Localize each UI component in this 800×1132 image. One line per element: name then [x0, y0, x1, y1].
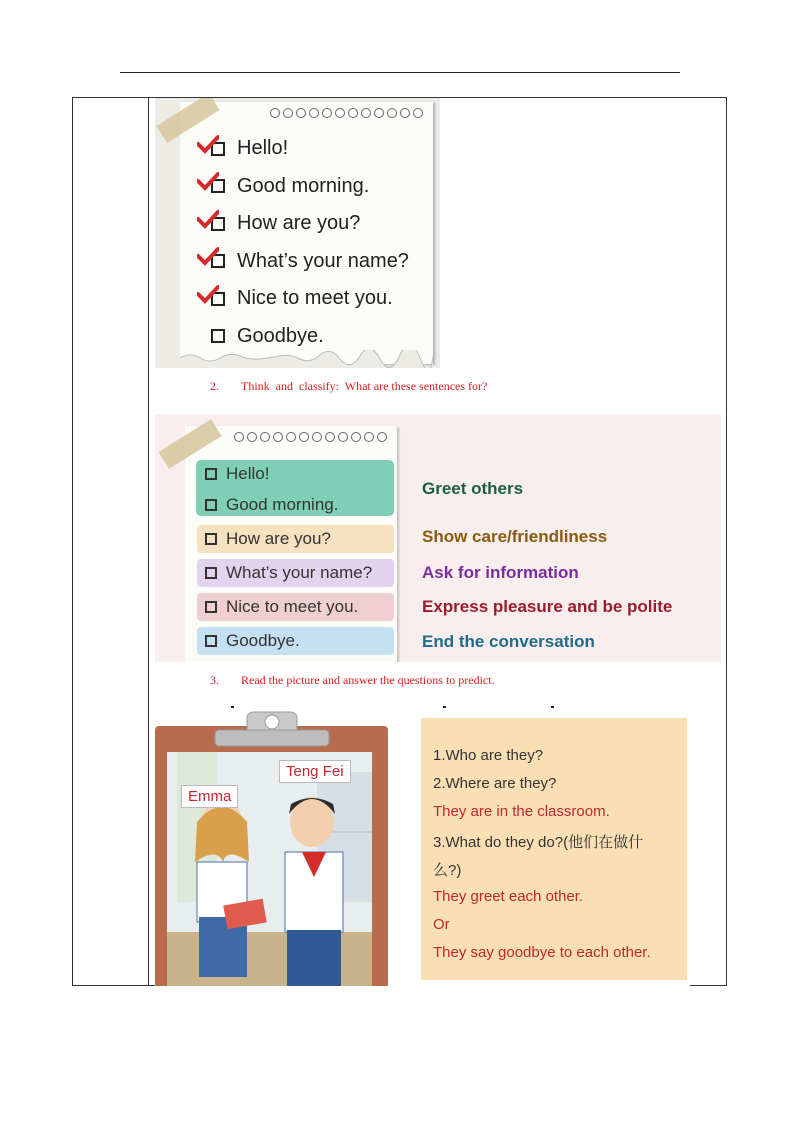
- answer-line: They greet each other.: [433, 888, 584, 905]
- classify-item-label: Good morning.: [226, 495, 339, 514]
- classify-item-label: How are you?: [226, 529, 331, 548]
- category-care: Show care/friendliness: [422, 527, 608, 546]
- classify-item: [197, 627, 394, 655]
- check-item-label: Goodbye.: [237, 324, 324, 347]
- checkbox-icon: [211, 142, 225, 156]
- header-rule: [120, 72, 680, 73]
- classify-item-label: Goodbye.: [226, 631, 300, 650]
- checkbox-icon: [205, 601, 217, 613]
- answer-line: They say goodbye to each other.: [433, 944, 651, 961]
- classify-item: [197, 525, 394, 553]
- checkbox-icon: [211, 329, 225, 343]
- classify-image: [155, 414, 721, 662]
- step-3-number: 3.: [210, 673, 219, 687]
- question-line: 2.Where are they?: [433, 775, 557, 792]
- checkbox-icon: [205, 635, 217, 647]
- checkbox-icon: [205, 468, 217, 480]
- check-item: [195, 130, 409, 168]
- check-item-label: What’s your name?: [237, 249, 409, 272]
- classify-item: [197, 559, 394, 587]
- checkbox-icon: [211, 179, 225, 193]
- check-item-label: Good morning.: [237, 174, 370, 197]
- category-greet: Greet others: [422, 479, 524, 498]
- picture-panel: [155, 708, 690, 986]
- step-2-text: Think and classify: What are these sentences for?: [241, 379, 488, 393]
- classify-item: [197, 460, 394, 488]
- checkbox-icon: [211, 292, 225, 306]
- checkbox-icon: [211, 254, 225, 268]
- name-tag-emma: Emma: [181, 785, 238, 808]
- category-end: End the conversation: [422, 632, 595, 651]
- step-2-number: 2.: [210, 379, 219, 393]
- question-line: 1.Who are they?: [433, 747, 544, 764]
- check-item-label: Hello!: [237, 137, 289, 160]
- answer-line: Or: [433, 916, 450, 933]
- clipboard-clip-icon: [207, 708, 337, 748]
- step-3-text: Read the picture and answer the questions to predict.: [241, 673, 495, 687]
- check-item-label: Nice to meet you.: [237, 287, 393, 310]
- classify-item-label: What’s your name?: [226, 563, 373, 582]
- checklist-image: [155, 98, 440, 368]
- checkbox-icon: [205, 499, 217, 511]
- classify-item-label: Nice to meet you.: [226, 597, 359, 616]
- classify-item: [197, 593, 394, 621]
- check-item: [195, 280, 409, 318]
- check-item: [195, 168, 409, 206]
- torn-edge: [180, 350, 433, 368]
- question-line: 么?): [433, 862, 462, 879]
- column-divider: [148, 97, 149, 986]
- check-item: [195, 205, 409, 243]
- category-polite: Express pleasure and be polite: [422, 597, 673, 616]
- question-line: 3.What do they do?(他们在做什: [433, 834, 644, 851]
- classify-item: [197, 491, 394, 519]
- check-item: [195, 243, 409, 281]
- name-tag-teng-fei: Teng Fei: [279, 760, 351, 783]
- check-item-label: How are you?: [237, 212, 361, 235]
- answer-line: They are in the classroom.: [433, 803, 610, 820]
- checkbox-icon: [211, 217, 225, 231]
- category-ask: Ask for information: [422, 563, 579, 582]
- check-list: [195, 130, 409, 355]
- checkbox-icon: [205, 567, 217, 579]
- checkbox-icon: [205, 533, 217, 545]
- classify-item-label: Hello!: [226, 464, 270, 483]
